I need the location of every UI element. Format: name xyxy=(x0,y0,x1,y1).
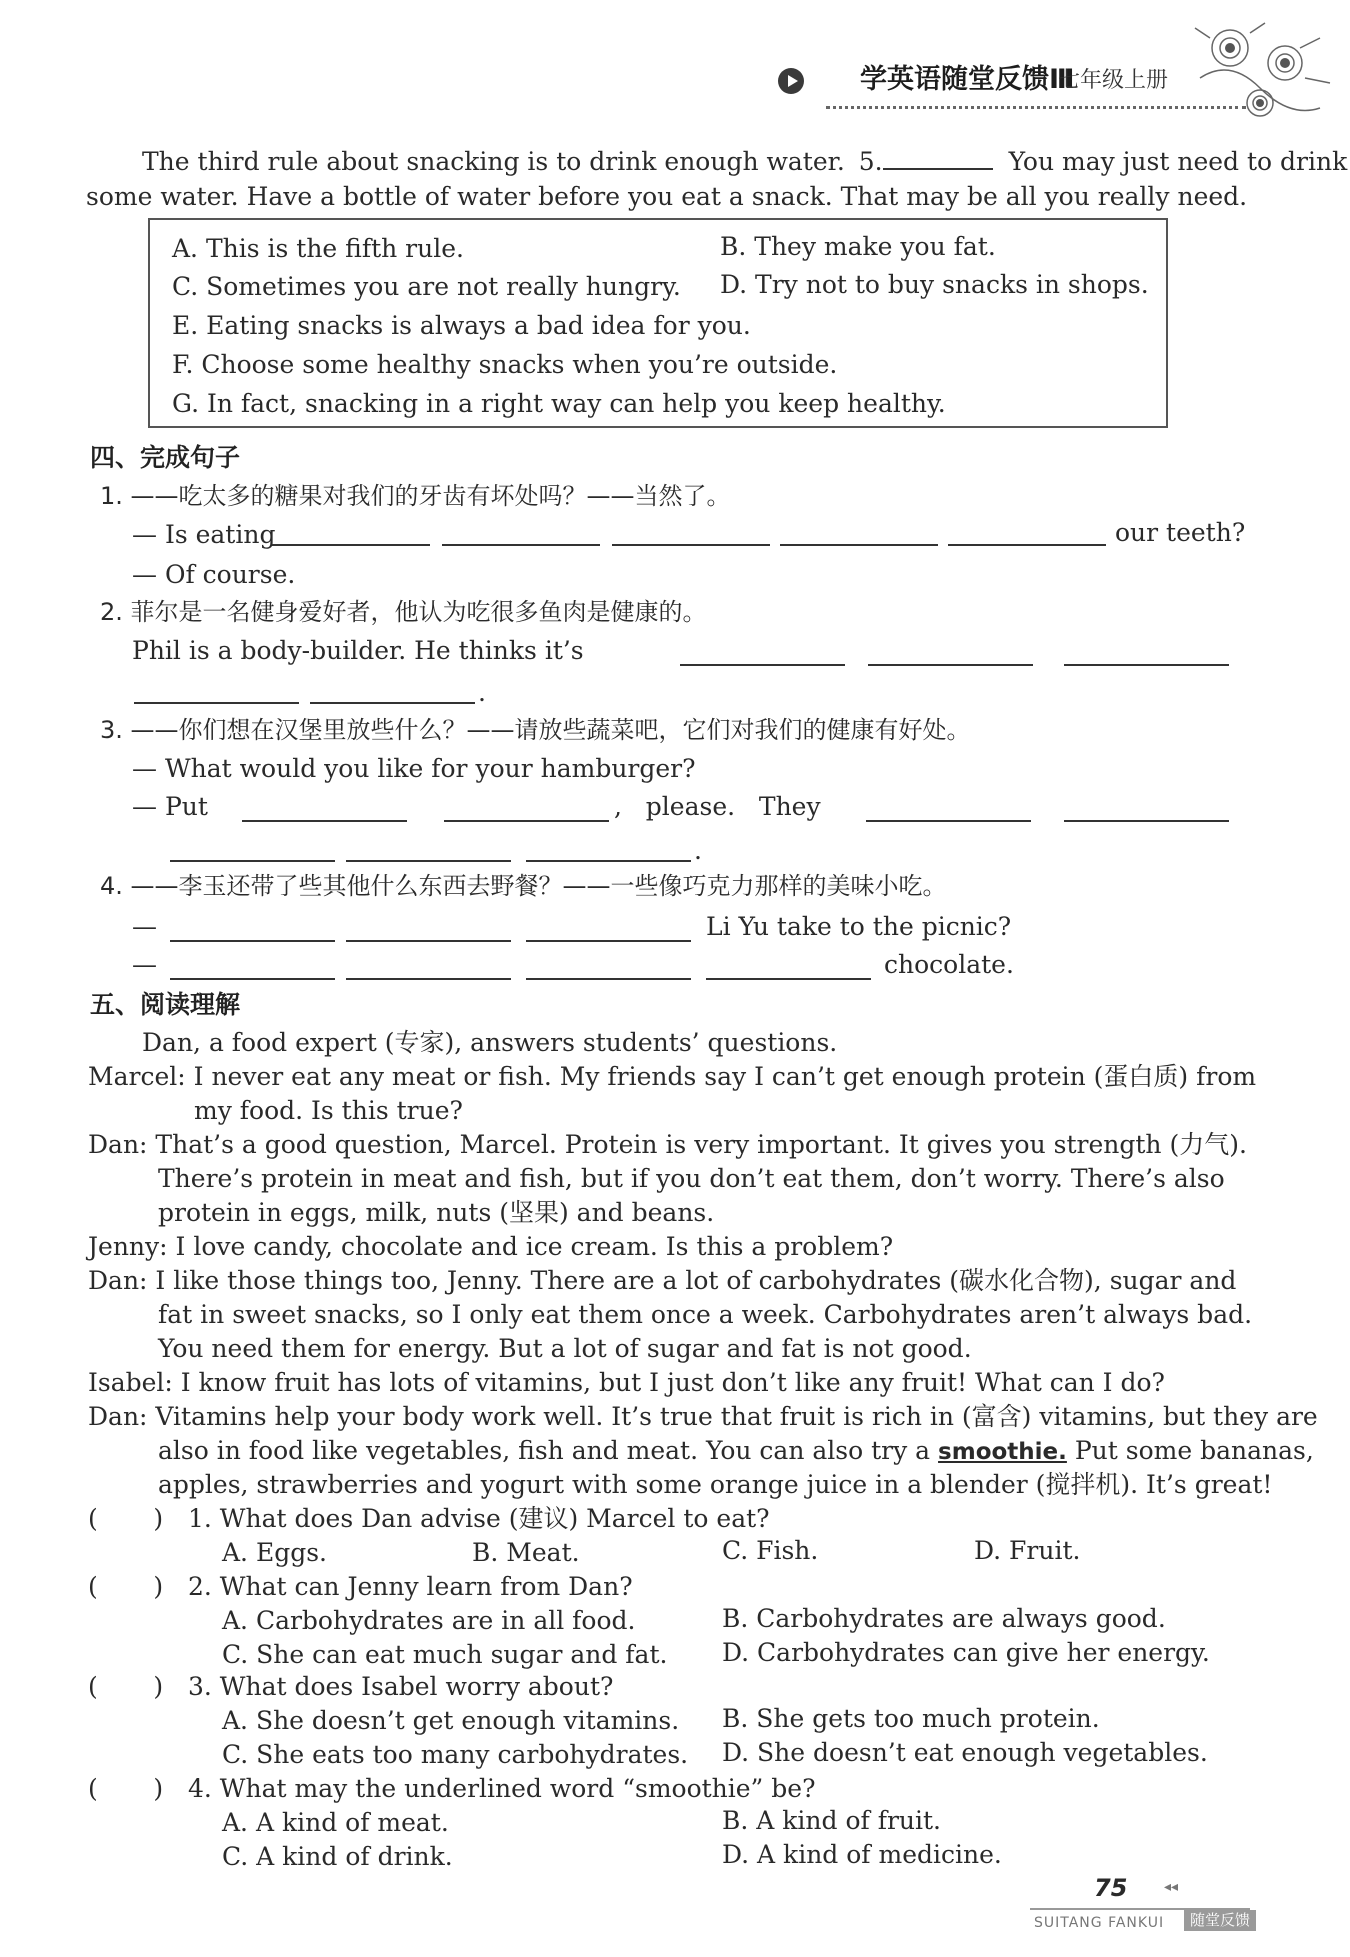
q2-blank-4[interactable] xyxy=(134,680,299,704)
q1-blank-2[interactable] xyxy=(442,522,600,546)
reading-dan3-2 xyxy=(158,1438,1314,1464)
page-number: 75 xyxy=(1094,1874,1128,1902)
rq1-option-c: C. Fish. xyxy=(722,1536,819,1565)
rq1-option-b: B. Meat. xyxy=(472,1538,580,1567)
q1-blank-4[interactable] xyxy=(780,522,938,546)
q3-blank-7[interactable] xyxy=(526,838,691,862)
reading-dan1-3: protein in eggs, milk, nuts (坚果) and beans. xyxy=(158,1198,715,1227)
rq2-option-b: B. Carbohydrates are always good. xyxy=(722,1604,1166,1633)
section-4-title: 四、完成句子 xyxy=(90,443,241,472)
option-c: C. Sometimes you are not really hungry. xyxy=(172,272,681,301)
rq4-option-d: D. A kind of medicine. xyxy=(722,1840,1002,1869)
underlined-word-smoothie: smoothie. xyxy=(938,1439,1067,1465)
rq2-option-d: D. Carbohydrates can give her energy. xyxy=(722,1638,1210,1667)
q4-blank-6[interactable] xyxy=(526,956,691,980)
rq4-stem: 4. What may the underlined word “smoothie” be? xyxy=(188,1774,816,1803)
q3-blank-4[interactable] xyxy=(1064,798,1229,822)
double-arrow-icon: ◂◂ xyxy=(1164,1879,1179,1895)
blank-number: 5. xyxy=(858,147,883,176)
reading-marcel-1: Marcel: I never eat any meat or fish. My friends say I can’t get enough protein (蛋白质) from xyxy=(88,1062,1257,1091)
rq3-option-d: D. She doesn’t eat enough vegetables. xyxy=(722,1738,1208,1767)
sunflower-decoration-icon xyxy=(1190,18,1340,128)
q4-text-b: chocolate. xyxy=(884,950,1014,979)
q2-blank-1[interactable] xyxy=(680,642,845,666)
q4-blank-3[interactable] xyxy=(526,918,691,942)
option-b: B. They make you fat. xyxy=(720,232,996,261)
q1-answer-line xyxy=(132,522,275,547)
q3-period: . xyxy=(694,836,702,865)
q1-blank-3[interactable] xyxy=(612,522,770,546)
reading-dan1-2: There’s protein in meat and fish, but if you don’t eat them, don’t worry. There’s also xyxy=(158,1164,1225,1193)
q4-text-a: Li Yu take to the picnic? xyxy=(706,912,1012,941)
q3-blank-1[interactable] xyxy=(242,798,407,822)
footer-tag: 随堂反馈 xyxy=(1184,1910,1256,1931)
q1-chinese: 1. ——吃太多的糖果对我们的牙齿有坏处吗？——当然了。 xyxy=(100,482,731,510)
q4-chinese: 4. ——李玉还带了些其他什么东西去野餐？——一些像巧克力那样的美味小吃。 xyxy=(100,872,947,900)
header-grade: 七年级上册 xyxy=(1058,68,1169,93)
q4-blank-7[interactable] xyxy=(706,956,871,980)
q1-blank-5[interactable] xyxy=(948,522,1106,546)
intro-line-2: some water. Have a bottle of water before you eat a snack. That may be all you really need. xyxy=(86,182,1248,211)
header-title: 学英语随堂反馈Ⅲ xyxy=(860,64,1075,95)
rq3-option-b: B. She gets too much protein. xyxy=(722,1704,1100,1733)
rq1-option-a: A. Eggs. xyxy=(222,1538,327,1567)
reading-dan3-3: apples, strawberries and yogurt with some orange juice in a blender (搅拌机). It’s great! xyxy=(158,1470,1273,1499)
reading-dan2-2: fat in sweet snacks, so I only eat them once a week. Carbohydrates aren’t always bad. xyxy=(158,1300,1253,1329)
rq4-option-b: B. A kind of fruit. xyxy=(722,1806,942,1835)
q2-period: . xyxy=(478,678,486,707)
q2-blank-2[interactable] xyxy=(868,642,1033,666)
q3-blank-5[interactable] xyxy=(170,838,335,862)
rq3-stem: 3. What does Isabel worry about? xyxy=(188,1672,614,1701)
option-e: E. Eating snacks is always a bad idea for you. xyxy=(172,311,751,340)
q3-text-c: , please. They xyxy=(614,792,821,821)
q1-blank-1[interactable] xyxy=(272,522,430,546)
q2-blank-5[interactable] xyxy=(310,680,475,704)
reading-dan2-3: You need them for energy. But a lot of sugar and fat is not good. xyxy=(158,1334,972,1363)
q4-blank-5[interactable] xyxy=(346,956,511,980)
q2-text-a: Phil is a body-builder. He thinks it’s xyxy=(132,636,584,665)
q3-blank-3[interactable] xyxy=(866,798,1031,822)
rq3-option-c: C. She eats too many carbohydrates. xyxy=(222,1740,689,1769)
q1-text-a: — Is eating xyxy=(132,520,276,549)
q1-text-b: our teeth? xyxy=(1115,518,1246,547)
q1-paren[interactable]: ( ) xyxy=(88,1504,164,1533)
section-5-title: 五、阅读理解 xyxy=(90,990,241,1019)
q3-blank-2[interactable] xyxy=(444,798,609,822)
answer-blank-5[interactable] xyxy=(883,146,993,170)
q3-chinese: 3. ——你们想在汉堡里放些什么？——请放些蔬菜吧，它们对我们的健康有好处。 xyxy=(100,716,971,744)
rq1-stem: 1. What does Dan advise (建议) Marcel to eat? xyxy=(188,1504,770,1533)
reading-dan1-1: Dan: That’s a good question, Marcel. Protein is very important. It gives you strength (力气). xyxy=(88,1130,1247,1159)
q4-blank-4[interactable] xyxy=(170,956,335,980)
reading-jenny: Jenny: I love candy, chocolate and ice cream. Is this a problem? xyxy=(88,1232,894,1261)
q2-blank-3[interactable] xyxy=(1064,642,1229,666)
header-divider xyxy=(826,106,1246,109)
option-f: F. Choose some healthy snacks when you’re outside. xyxy=(172,350,838,379)
q2-paren[interactable]: ( ) xyxy=(88,1572,164,1601)
reading-marcel-2: my food. Is this true? xyxy=(194,1096,463,1125)
reading-dan3-1: Dan: Vitamins help your body work well. It’s true that fruit is rich in (富含) vitamins, but they are xyxy=(88,1402,1318,1431)
play-icon xyxy=(778,68,804,94)
q3-paren[interactable]: ( ) xyxy=(88,1672,164,1701)
footer-english: SUITANG FANKUI xyxy=(1034,1915,1165,1931)
option-g: G. In fact, snacking in a right way can help you keep healthy. xyxy=(172,389,946,418)
rq2-stem: 2. What can Jenny learn from Dan? xyxy=(188,1572,633,1601)
reading-dan2-1: Dan: I like those things too, Jenny. There are a lot of carbohydrates (碳水化合物), sugar and xyxy=(88,1266,1237,1295)
option-d: D. Try not to buy snacks in shops. xyxy=(720,270,1149,299)
rq4-option-c: C. A kind of drink. xyxy=(222,1842,453,1871)
q3-text-b: — Put xyxy=(132,792,208,821)
rq1-option-d: D. Fruit. xyxy=(974,1536,1081,1565)
q1-text-c: — Of course. xyxy=(132,560,296,589)
q4-blank-2[interactable] xyxy=(346,918,511,942)
q4-dash-2: — xyxy=(132,950,157,979)
intro-text-b: You may just need to drink xyxy=(1008,147,1348,176)
reading-dan3-2a: also in food like vegetables, fish and meat. You can also try a xyxy=(158,1436,931,1465)
q4-blank-1[interactable] xyxy=(170,918,335,942)
reading-intro: Dan, a food expert (专家), answers students’ questions. xyxy=(142,1028,838,1057)
intro-line-1 xyxy=(142,146,1347,174)
q2-chinese: 2. 菲尔是一名健身爱好者，他认为吃很多鱼肉是健康的。 xyxy=(100,598,707,626)
reading-dan3-2b: Put some bananas, xyxy=(1074,1436,1314,1465)
q4-dash-1: — xyxy=(132,912,157,941)
rq4-option-a: A. A kind of meat. xyxy=(222,1808,449,1837)
rq2-option-a: A. Carbohydrates are in all food. xyxy=(222,1606,636,1635)
q4-paren[interactable]: ( ) xyxy=(88,1774,164,1803)
rq3-option-a: A. She doesn’t get enough vitamins. xyxy=(222,1706,680,1735)
q3-blank-6[interactable] xyxy=(346,838,511,862)
option-a: A. This is the fifth rule. xyxy=(172,234,464,263)
reading-isabel: Isabel: I know fruit has lots of vitamins, but I just don’t like any fruit! What can I do? xyxy=(88,1368,1165,1397)
q3-text-a: — What would you like for your hamburger? xyxy=(132,754,696,783)
rq2-option-c: C. She can eat much sugar and fat. xyxy=(222,1640,668,1669)
intro-text-a: The third rule about snacking is to drink enough water. xyxy=(142,147,845,176)
